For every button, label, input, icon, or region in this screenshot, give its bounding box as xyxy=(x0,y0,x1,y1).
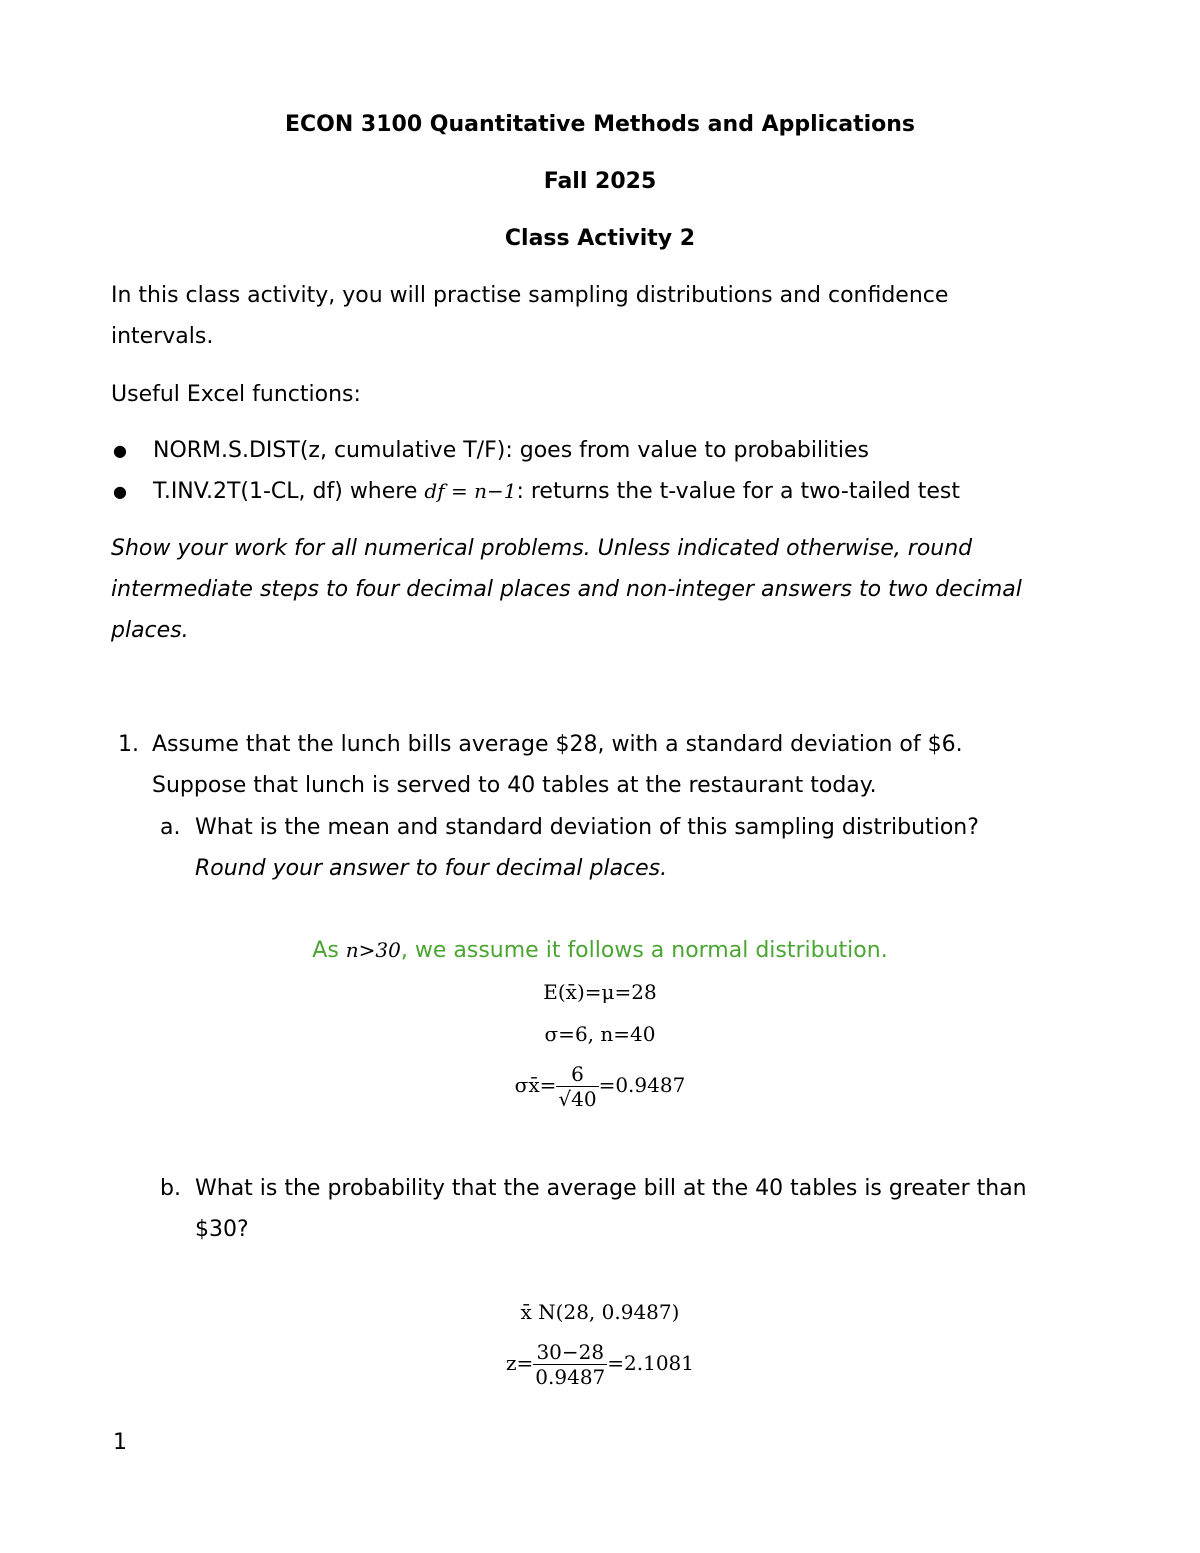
question-1-number: 1. xyxy=(118,732,139,757)
part-b-line-2: $30? xyxy=(195,1217,249,1242)
instructions-line-2: intermediate steps to four decimal places and non-integer answers to two decimal xyxy=(111,577,1022,602)
z-lhs: z= xyxy=(505,1351,534,1375)
course-title: ECON 3100 Quantitative Methods and Applications xyxy=(284,112,916,137)
question-1-line-2: Suppose that lunch is served to 40 tables at the restaurant today. xyxy=(152,773,877,798)
z-numerator: 30−28 xyxy=(533,1340,607,1365)
se-rhs: =0.9487 xyxy=(598,1073,686,1097)
part-a-line-1: What is the mean and standard deviation of this sampling distribution? xyxy=(195,815,979,840)
instructions-paragraph xyxy=(111,528,1101,651)
se-denominator: √40 xyxy=(558,1087,597,1111)
part-b-line-1: What is the probability that the average bill at the 40 tables is greater than xyxy=(195,1176,1027,1201)
part-a-text xyxy=(195,807,1105,889)
intro-paragraph xyxy=(111,275,1101,357)
excel-item-suffix: : returns the t-value for a two-tailed test xyxy=(516,479,960,504)
z-denominator: 0.9487 xyxy=(535,1365,606,1389)
list-item xyxy=(111,430,1101,471)
instructions-line-3: places. xyxy=(111,618,189,643)
bullet-icon: ● xyxy=(113,441,127,460)
equation-sigma-n: σ=6, n=40 xyxy=(544,1022,656,1046)
excel-item-text: NORM.S.DIST(z, cumulative T/F): goes from value to probabilities xyxy=(153,438,869,463)
part-b-letter: b. xyxy=(160,1176,181,1201)
instructions-line-1: Show your work for all numerical problems. Unless indicated otherwise, round xyxy=(111,536,973,561)
term-heading: Fall 2025 xyxy=(543,169,657,194)
part-a-answer-note xyxy=(0,930,1200,971)
excel-item-prefix: T.INV.2T(1-CL, df) where xyxy=(153,479,425,504)
bullet-icon: ● xyxy=(113,482,127,501)
equation-z-score xyxy=(0,1340,1200,1389)
df-formula: df = n−1 xyxy=(424,479,517,503)
se-numerator: 6 xyxy=(556,1062,598,1087)
answer-suffix: , we assume it follows a normal distribution. xyxy=(400,938,888,963)
z-rhs: =2.1081 xyxy=(607,1351,695,1375)
page-number: 1 xyxy=(113,1430,127,1455)
intro-line-2: intervals. xyxy=(111,324,214,349)
equation-distribution: x̄ N(28, 0.9487) xyxy=(520,1300,680,1324)
equation-standard-error xyxy=(0,1062,1200,1111)
answer-condition: n>30 xyxy=(345,938,401,962)
activity-heading: Class Activity 2 xyxy=(504,226,696,251)
intro-line-1: In this class activity, you will practise sampling distributions and confidence xyxy=(111,283,949,308)
answer-prefix: As xyxy=(312,938,346,963)
excel-function-list xyxy=(111,430,1101,512)
part-a-letter: a. xyxy=(160,815,181,840)
part-a-line-2: Round your answer to four decimal places. xyxy=(195,856,668,881)
question-1-text xyxy=(152,724,1102,806)
excel-heading: Useful Excel functions: xyxy=(111,382,361,407)
question-1-line-1: Assume that the lunch bills average $28, with a standard deviation of $6. xyxy=(152,732,963,757)
part-b-text xyxy=(195,1168,1105,1250)
z-fraction xyxy=(533,1340,607,1389)
se-fraction xyxy=(556,1062,598,1111)
se-lhs: σx̄= xyxy=(514,1073,557,1097)
equation-expected-value: E(x̄)=μ=28 xyxy=(543,980,657,1004)
list-item xyxy=(111,471,1101,512)
